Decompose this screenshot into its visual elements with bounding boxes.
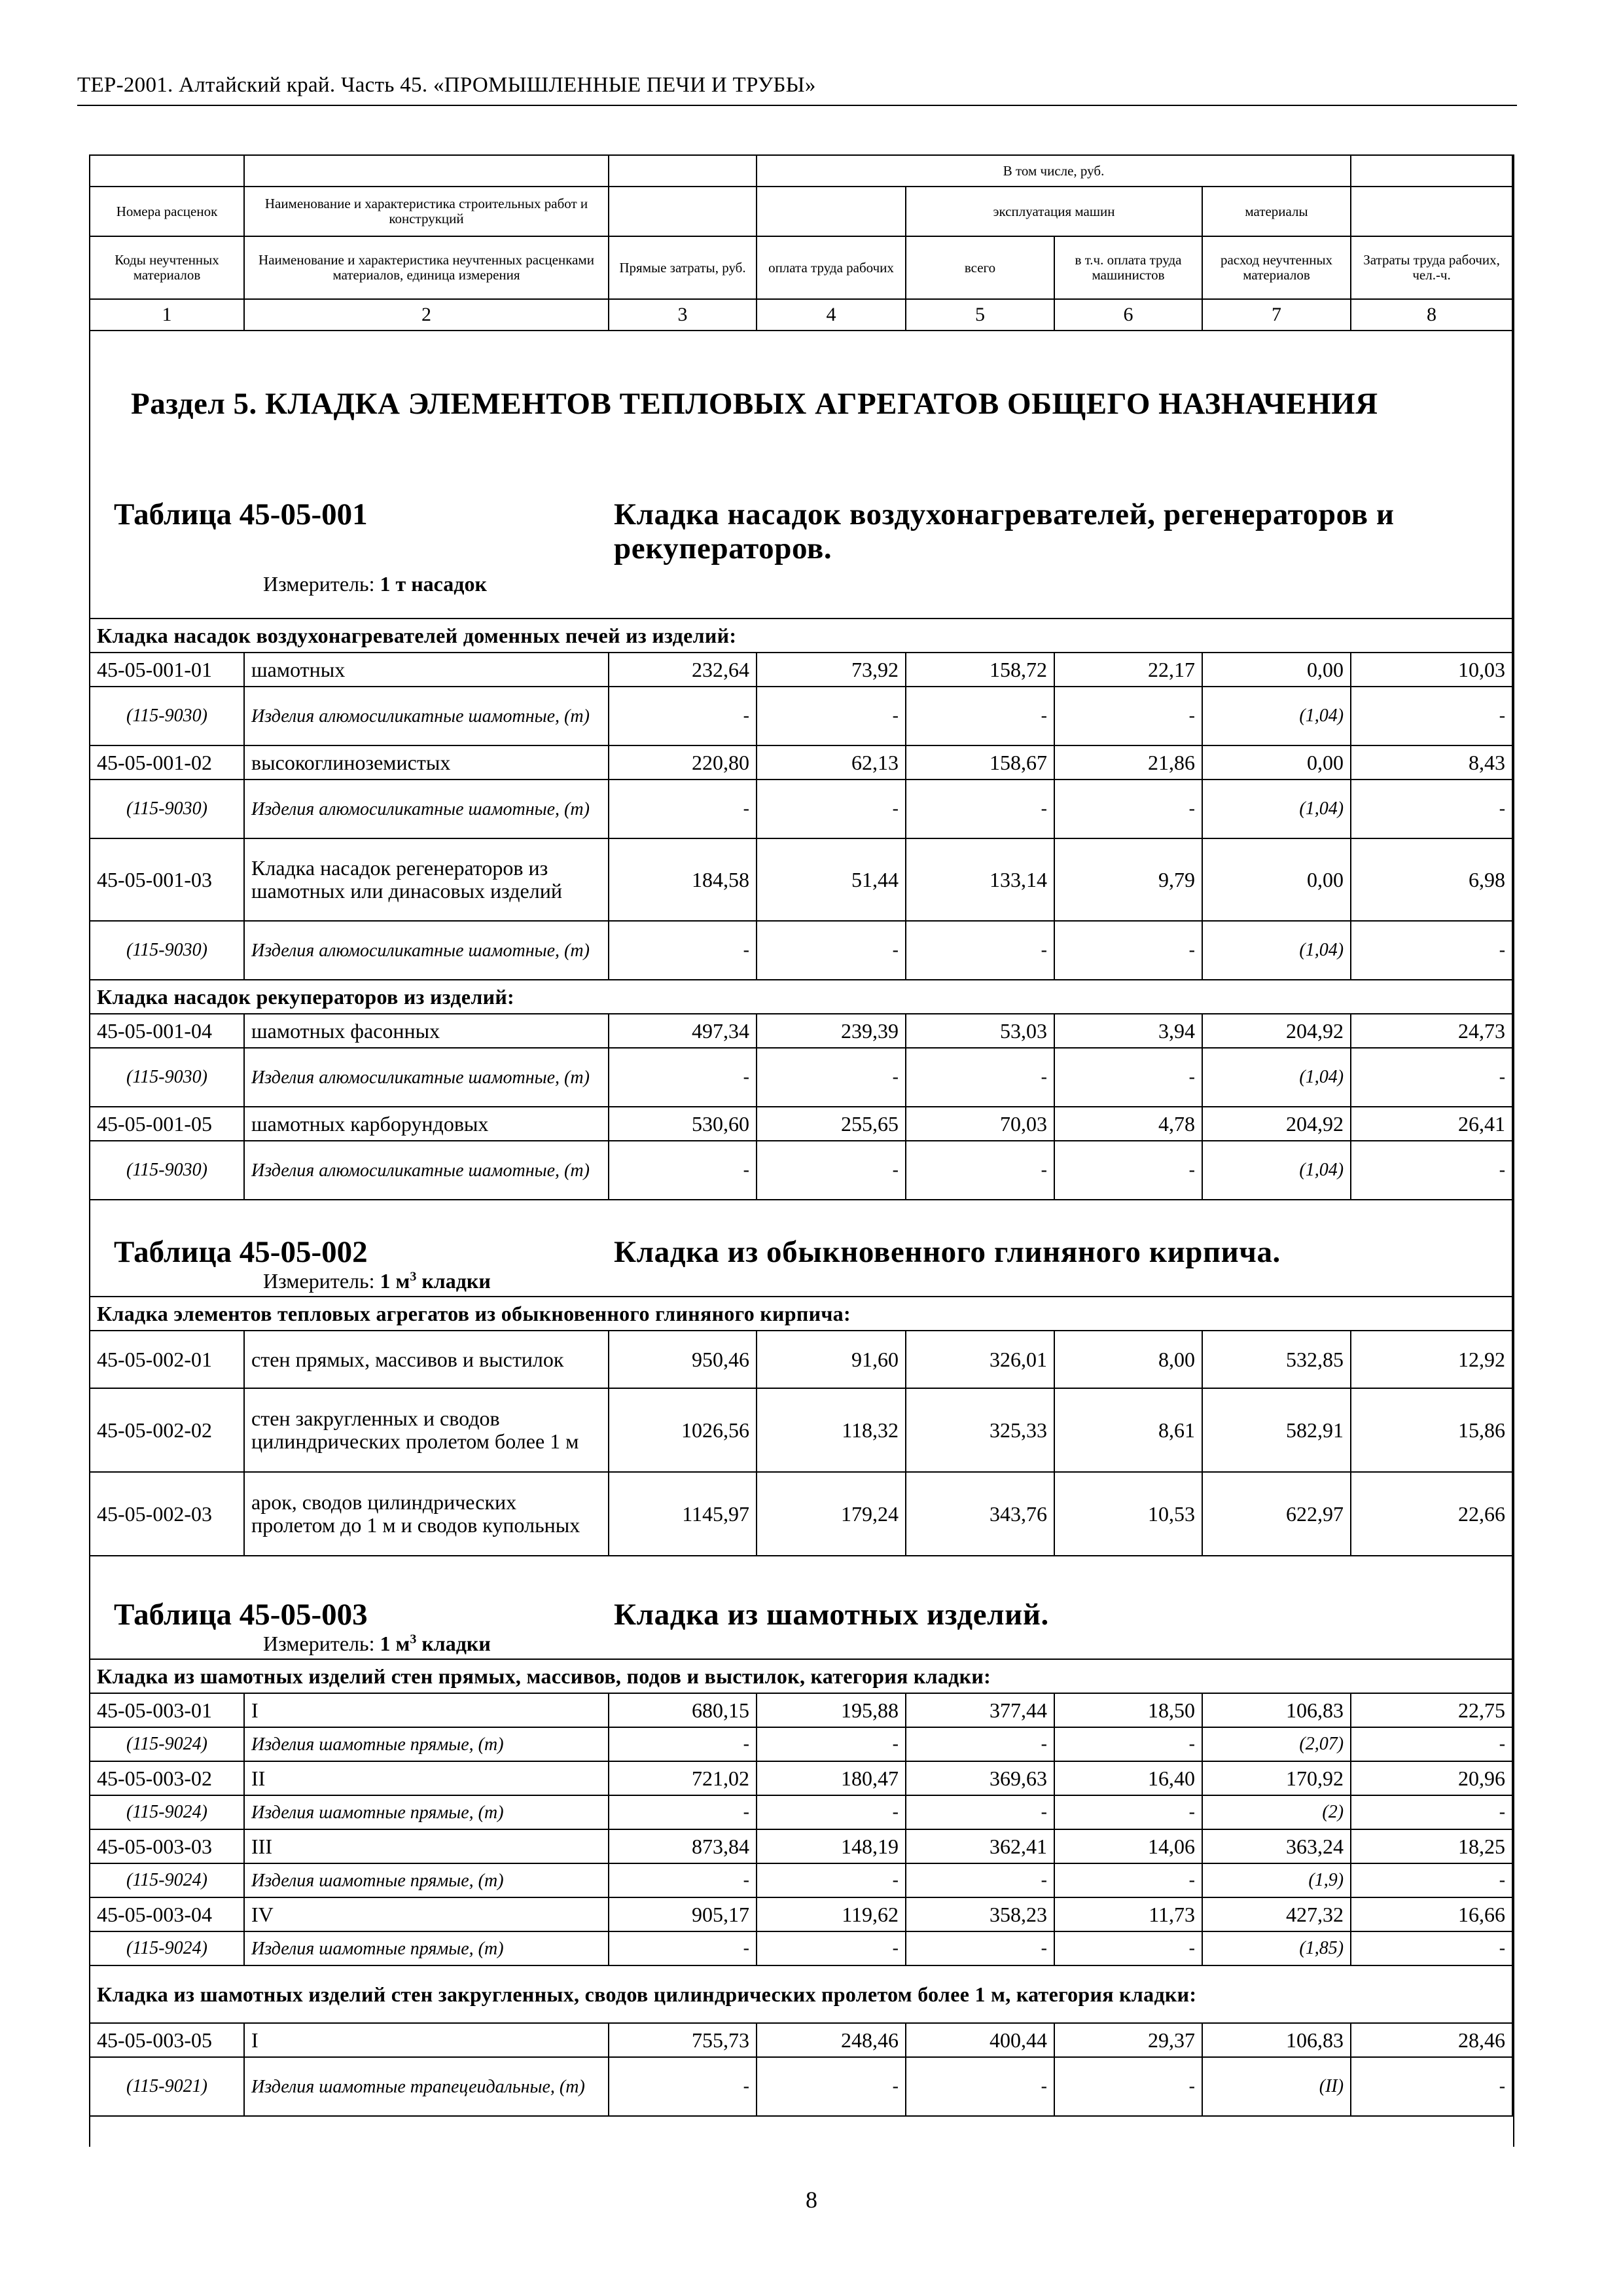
dash-cell: - (906, 687, 1054, 745)
material-name: Изделия шамотные прямые, (т) (244, 1795, 609, 1829)
rate-value: 232,64 (609, 653, 757, 687)
dash-cell: - (906, 1141, 1054, 1200)
dash-cell: - (1351, 1863, 1512, 1897)
rate-value: 184,58 (609, 838, 757, 921)
material-code: (115-9030) (90, 1141, 244, 1200)
table-meter (97, 1269, 1505, 1293)
dash-cell: - (1351, 921, 1512, 980)
rate-value: 4,78 (1054, 1107, 1202, 1141)
dash-cell: - (906, 1795, 1054, 1829)
column-number: 8 (1351, 299, 1512, 331)
material-code: (115-9024) (90, 1863, 244, 1897)
dash-cell: - (757, 1863, 906, 1897)
dash-cell: - (1351, 687, 1512, 745)
rate-value: 51,44 (757, 838, 906, 921)
column-number: 3 (609, 299, 757, 331)
rate-value: 369,63 (906, 1761, 1054, 1795)
rate-value: 239,39 (757, 1014, 906, 1048)
dash-cell: - (906, 921, 1054, 980)
rate-name: арок, сводов цилиндрических пролетом до 1 м и сводов купольных (244, 1472, 609, 1556)
dash-cell: - (609, 1141, 757, 1200)
rate-value: 220,80 (609, 745, 757, 780)
meter-label: Измеритель: (263, 1632, 375, 1655)
table-number: Таблица 45-05-001 (114, 497, 368, 531)
rate-value: 204,92 (1202, 1014, 1351, 1048)
dash-cell: - (1351, 2057, 1512, 2116)
rate-value: 8,61 (1054, 1388, 1202, 1472)
group-heading: Кладка элементов тепловых агрегатов из обыкновенного глиняного кирпича: (90, 1297, 1512, 1331)
material-name: Изделия алюмосиликатные шамотные, (т) (244, 780, 609, 838)
rate-value: 325,33 (906, 1388, 1054, 1472)
dash-cell: - (757, 687, 906, 745)
rate-code: 45-05-002-03 (90, 1472, 244, 1556)
rate-value: 22,17 (1054, 653, 1202, 687)
rate-name: IV (244, 1897, 609, 1931)
dash-cell: - (757, 780, 906, 838)
column-number: 5 (906, 299, 1054, 331)
meter-value: 1 м (380, 1632, 410, 1655)
rate-value: 905,17 (609, 1897, 757, 1931)
header-blank-3 (609, 155, 757, 187)
rate-value: 22,66 (1351, 1472, 1512, 1556)
dash-cell: - (609, 780, 757, 838)
material-code: (115-9021) (90, 2057, 244, 2116)
rate-name: Кладка насадок регенераторов из шамотных или динасовых изделий (244, 838, 609, 921)
dash-cell: - (609, 1863, 757, 1897)
material-qty: (1,04) (1202, 780, 1351, 838)
rate-value: 1026,56 (609, 1388, 757, 1472)
rate-value: 118,32 (757, 1388, 906, 1472)
meter-sup: 3 (410, 1269, 417, 1284)
rate-code: 45-05-003-04 (90, 1897, 244, 1931)
meter-sup: 3 (410, 1632, 417, 1647)
meter-tail: кладки (421, 1632, 491, 1655)
material-name: Изделия алюмосиликатные шамотные, (т) (244, 687, 609, 745)
header-blank-3b (609, 187, 757, 236)
material-code: (115-9030) (90, 921, 244, 980)
material-code: (115-9030) (90, 1048, 244, 1107)
rate-name: шамотных карборундовых (244, 1107, 609, 1141)
rate-value: 179,24 (757, 1472, 906, 1556)
rate-code: 45-05-003-03 (90, 1829, 244, 1863)
rate-value: 582,91 (1202, 1388, 1351, 1472)
material-qty: (1,04) (1202, 1048, 1351, 1107)
material-qty: (1,85) (1202, 1931, 1351, 1965)
rate-value: 170,92 (1202, 1761, 1351, 1795)
material-name: Изделия шамотные трапецеидальные, (т) (244, 2057, 609, 2116)
table-row (90, 2023, 1512, 2057)
meter-value: 1 т насадок (380, 572, 487, 596)
dash-cell: - (609, 1931, 757, 1965)
header-blank-8b (1351, 187, 1512, 236)
dash-cell: - (609, 1048, 757, 1107)
running-head: ТЕР-2001. Алтайский край. Часть 45. «ПРОМЫШЛЕННЫЕ ПЕЧИ И ТРУБЫ» (77, 73, 816, 97)
header-col1-top: Номера расценок (90, 187, 244, 236)
rate-value: 53,03 (906, 1014, 1054, 1048)
rate-value: 8,00 (1054, 1331, 1202, 1388)
rate-value: 29,37 (1054, 2023, 1202, 2057)
rate-value: 22,75 (1351, 1693, 1512, 1727)
dash-cell: - (757, 1727, 906, 1761)
material-row (90, 780, 1512, 838)
rate-value: 358,23 (906, 1897, 1054, 1931)
dash-cell: - (1054, 1863, 1202, 1897)
dash-cell: - (1054, 1931, 1202, 1965)
rate-value: 400,44 (906, 2023, 1054, 2057)
rate-value: 70,03 (906, 1107, 1054, 1141)
rate-value: 106,83 (1202, 1693, 1351, 1727)
dash-cell: - (757, 921, 906, 980)
rate-code: 45-05-002-01 (90, 1331, 244, 1388)
header-col2-bottom: Наименование и характеристика неучтенных расценками материалов, единица измерения (244, 236, 609, 299)
dash-cell: - (1351, 1727, 1512, 1761)
material-row (90, 1931, 1512, 1965)
rate-value: 204,92 (1202, 1107, 1351, 1141)
group-heading: Кладка из шамотных изделий стен прямых, массивов, подов и выстилок, категория кладки: (90, 1659, 1512, 1693)
material-qty: (1,9) (1202, 1863, 1351, 1897)
table-row (90, 745, 1512, 780)
rate-code: 45-05-001-04 (90, 1014, 244, 1048)
rate-value: 427,32 (1202, 1897, 1351, 1931)
table-row (90, 1829, 1512, 1863)
rate-value: 248,46 (757, 2023, 906, 2057)
material-qty: (2) (1202, 1795, 1351, 1829)
rate-value: 62,13 (757, 745, 906, 780)
dash-cell: - (1054, 1141, 1202, 1200)
dash-cell: - (1054, 2057, 1202, 2116)
rate-value: 26,41 (1351, 1107, 1512, 1141)
material-code: (115-9030) (90, 687, 244, 745)
table-title: Кладка из обыкновенного глиняного кирпича. (614, 1235, 1281, 1269)
rate-value: 119,62 (757, 1897, 906, 1931)
material-row (90, 1141, 1512, 1200)
rate-value: 14,06 (1054, 1829, 1202, 1863)
rate-value: 20,96 (1351, 1761, 1512, 1795)
rate-value: 12,92 (1351, 1331, 1512, 1388)
dash-cell: - (1351, 1048, 1512, 1107)
header-col7: расход неучтенных материалов (1202, 236, 1351, 299)
rate-name: II (244, 1761, 609, 1795)
rate-value: 8,43 (1351, 745, 1512, 780)
rate-value: 106,83 (1202, 2023, 1351, 2057)
rate-value: 755,73 (609, 2023, 757, 2057)
material-qty: (1,04) (1202, 921, 1351, 980)
rate-value: 0,00 (1202, 838, 1351, 921)
material-qty: (1,04) (1202, 687, 1351, 745)
rate-value: 530,60 (609, 1107, 757, 1141)
dash-cell: - (609, 1795, 757, 1829)
rate-value: 6,98 (1351, 838, 1512, 921)
rate-code: 45-05-001-01 (90, 653, 244, 687)
rate-value: 158,67 (906, 745, 1054, 780)
rate-code: 45-05-001-02 (90, 745, 244, 780)
material-name: Изделия алюмосиликатные шамотные, (т) (244, 1141, 609, 1200)
material-row (90, 1863, 1512, 1897)
meter-value: 1 м (380, 1269, 410, 1293)
material-code: (115-9024) (90, 1727, 244, 1761)
material-row (90, 2057, 1512, 2116)
rate-code: 45-05-003-01 (90, 1693, 244, 1727)
dash-cell: - (757, 2057, 906, 2116)
column-number: 7 (1202, 299, 1351, 331)
dash-cell: - (906, 2057, 1054, 2116)
dash-cell: - (1351, 1931, 1512, 1965)
table-row (90, 1107, 1512, 1141)
dash-cell: - (1054, 1727, 1202, 1761)
meter-label: Измеритель: (263, 572, 375, 596)
rate-value: 91,60 (757, 1331, 906, 1388)
material-name: Изделия алюмосиликатные шамотные, (т) (244, 1048, 609, 1107)
dash-cell: - (609, 921, 757, 980)
dash-cell: - (1054, 1048, 1202, 1107)
rate-value: 158,72 (906, 653, 1054, 687)
table-row (90, 1897, 1512, 1931)
rate-code: 45-05-003-02 (90, 1761, 244, 1795)
rate-value: 24,73 (1351, 1014, 1512, 1048)
rate-value: 680,15 (609, 1693, 757, 1727)
header-machines: эксплуатация машин (906, 187, 1202, 236)
rate-name: стен прямых, массивов и выстилок (244, 1331, 609, 1388)
rate-value: 532,85 (1202, 1331, 1351, 1388)
header-blank-8 (1351, 155, 1512, 187)
dash-cell: - (906, 1931, 1054, 1965)
material-code: (115-9030) (90, 780, 244, 838)
table-row (90, 1331, 1512, 1388)
column-number: 4 (757, 299, 906, 331)
dash-cell: - (1054, 1795, 1202, 1829)
column-number: 1 (90, 299, 244, 331)
table-row (90, 1472, 1512, 1556)
rate-value: 343,76 (906, 1472, 1054, 1556)
material-qty: (1,04) (1202, 1141, 1351, 1200)
group-heading: Кладка из шамотных изделий стен закругленных, сводов цилиндрических пролетом более 1 м, категория кладки: (90, 1965, 1512, 2023)
rate-value: 721,02 (609, 1761, 757, 1795)
rate-code: 45-05-003-05 (90, 2023, 244, 2057)
rate-value: 363,24 (1202, 1829, 1351, 1863)
table-row (90, 1761, 1512, 1795)
rate-code: 45-05-001-05 (90, 1107, 244, 1141)
rate-name: шамотных фасонных (244, 1014, 609, 1048)
rate-value: 1145,97 (609, 1472, 757, 1556)
rate-value: 255,65 (757, 1107, 906, 1141)
header-col1-bottom: Коды неучтенных материалов (90, 236, 244, 299)
material-name: Изделия шамотные прямые, (т) (244, 1863, 609, 1897)
dash-cell: - (1054, 780, 1202, 838)
header-col2-top: Наименование и характеристика строительных работ и конструкций (244, 187, 609, 236)
rate-value: 0,00 (1202, 745, 1351, 780)
rate-value: 0,00 (1202, 653, 1351, 687)
dash-cell: - (757, 1931, 906, 1965)
material-row (90, 687, 1512, 745)
dash-cell: - (906, 1863, 1054, 1897)
group-heading: Кладка насадок рекуператоров из изделий: (90, 980, 1512, 1014)
group-heading: Кладка насадок воздухонагревателей доменных печей из изделий: (90, 619, 1512, 653)
rate-code: 45-05-001-03 (90, 838, 244, 921)
rate-value: 3,94 (1054, 1014, 1202, 1048)
rate-value: 950,46 (609, 1331, 757, 1388)
dash-cell: - (1054, 687, 1202, 745)
header-rule (77, 105, 1517, 106)
dash-cell: - (609, 1727, 757, 1761)
material-code: (115-9024) (90, 1931, 244, 1965)
column-number: 2 (244, 299, 609, 331)
rate-value: 10,03 (1351, 653, 1512, 687)
rate-value: 180,47 (757, 1761, 906, 1795)
rate-value: 73,92 (757, 653, 906, 687)
rate-value: 10,53 (1054, 1472, 1202, 1556)
material-code: (115-9024) (90, 1795, 244, 1829)
rate-value: 28,46 (1351, 2023, 1512, 2057)
table-row (90, 1014, 1512, 1048)
rate-name: I (244, 1693, 609, 1727)
price-table (89, 154, 1513, 2117)
material-row (90, 1727, 1512, 1761)
column-number: 6 (1054, 299, 1202, 331)
rate-name: высокоглиноземистых (244, 745, 609, 780)
table-row (90, 653, 1512, 687)
table-meter (97, 1632, 1505, 1656)
material-row (90, 1048, 1512, 1107)
header-blank-2 (244, 155, 609, 187)
rate-value: 148,19 (757, 1829, 906, 1863)
table-row (90, 1388, 1512, 1472)
header-col5: всего (906, 236, 1054, 299)
rate-value: 362,41 (906, 1829, 1054, 1863)
header-col4: оплата труда рабочих (757, 236, 906, 299)
rate-value: 15,86 (1351, 1388, 1512, 1472)
header-col8: Затраты труда рабочих, чел.-ч. (1351, 236, 1512, 299)
dash-cell: - (757, 1795, 906, 1829)
rate-value: 873,84 (609, 1829, 757, 1863)
dash-cell: - (906, 1048, 1054, 1107)
header-blank-1 (90, 155, 244, 187)
rate-value: 21,86 (1054, 745, 1202, 780)
table-meter (97, 572, 1505, 596)
material-name: Изделия шамотные прямые, (т) (244, 1727, 609, 1761)
header-materials: материалы (1202, 187, 1351, 236)
meter-tail: кладки (421, 1269, 491, 1293)
rate-value: 18,25 (1351, 1829, 1512, 1863)
rate-value: 195,88 (757, 1693, 906, 1727)
rate-value: 16,66 (1351, 1897, 1512, 1931)
material-qty: (2,07) (1202, 1727, 1351, 1761)
rate-value: 622,97 (1202, 1472, 1351, 1556)
table-number: Таблица 45-05-003 (114, 1598, 368, 1632)
rate-code: 45-05-002-02 (90, 1388, 244, 1472)
table-row (90, 1693, 1512, 1727)
section-title: Раздел 5. КЛАДКА ЭЛЕМЕНТОВ ТЕПЛОВЫХ АГРЕГАТОВ ОБЩЕГО НАЗНАЧЕНИЯ (131, 387, 1378, 421)
rate-value: 18,50 (1054, 1693, 1202, 1727)
material-name: Изделия алюмосиликатные шамотные, (т) (244, 921, 609, 980)
rate-value: 133,14 (906, 838, 1054, 921)
rate-name: шамотных (244, 653, 609, 687)
dash-cell: - (906, 780, 1054, 838)
meter-label: Измеритель: (263, 1269, 375, 1293)
dash-cell: - (1054, 921, 1202, 980)
rate-value: 497,34 (609, 1014, 757, 1048)
rate-name: стен закругленных и сводов цилиндрических пролетом более 1 м (244, 1388, 609, 1472)
header-col3: Прямые затраты, руб. (609, 236, 757, 299)
dash-cell: - (757, 1048, 906, 1107)
material-qty: (II) (1202, 2057, 1351, 2116)
table-number: Таблица 45-05-002 (114, 1235, 368, 1269)
rate-value: 9,79 (1054, 838, 1202, 921)
dash-cell: - (757, 1141, 906, 1200)
material-row (90, 921, 1512, 980)
rate-name: I (244, 2023, 609, 2057)
rate-value: 326,01 (906, 1331, 1054, 1388)
page-number: 8 (806, 2187, 817, 2213)
header-col6: в т.ч. оплата труда машинистов (1054, 236, 1202, 299)
table-row (90, 838, 1512, 921)
table-title: Кладка из шамотных изделий. (614, 1598, 1049, 1632)
material-name: Изделия шамотные прямые, (т) (244, 1931, 609, 1965)
dash-cell: - (1351, 1795, 1512, 1829)
header-incl: В том числе, руб. (757, 155, 1351, 187)
dash-cell: - (1351, 1141, 1512, 1200)
dash-cell: - (609, 687, 757, 745)
rate-value: 377,44 (906, 1693, 1054, 1727)
table-title: Кладка насадок воздухонагревателей, регенераторов и рекуператоров. (614, 497, 1395, 565)
material-row (90, 1795, 1512, 1829)
dash-cell: - (609, 2057, 757, 2116)
rate-name: III (244, 1829, 609, 1863)
rate-value: 16,40 (1054, 1761, 1202, 1795)
dash-cell: - (1351, 780, 1512, 838)
rate-value: 11,73 (1054, 1897, 1202, 1931)
dash-cell: - (906, 1727, 1054, 1761)
header-blank-4 (757, 187, 906, 236)
